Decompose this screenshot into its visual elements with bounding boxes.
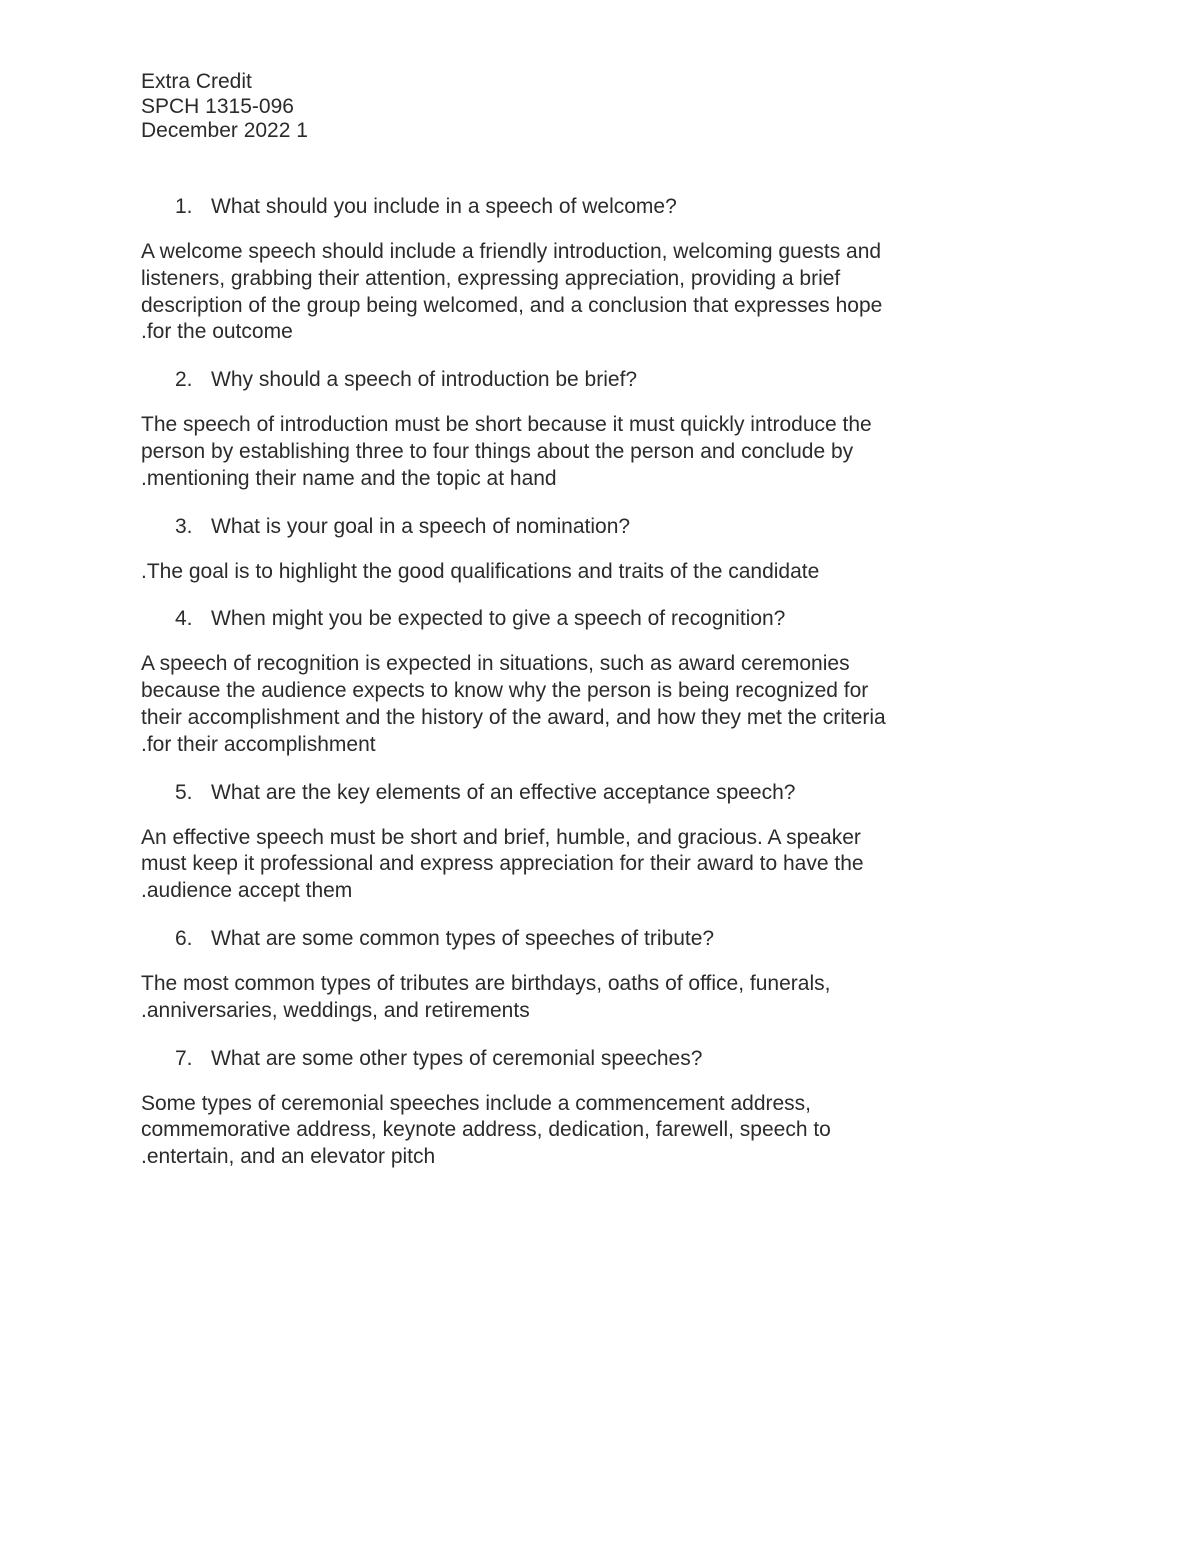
question-number: 5. [175, 780, 193, 804]
answer-line: their accomplishment and the history of the award, and how they met the criteria [141, 705, 886, 729]
question-item [175, 925, 981, 952]
question-text: When might you be expected to give a speech of recognition? [211, 607, 786, 631]
question-number: 6. [175, 926, 193, 950]
question-item [175, 779, 981, 806]
answer-line: description of the group being welcomed, and a conclusion that expresses hope [141, 293, 883, 317]
answer-line: .anniversaries, weddings, and retirements [141, 998, 530, 1022]
answer-line: An effective speech must be short and brief, humble, and gracious. A speaker [141, 825, 861, 849]
answer-line: The speech of introduction must be short because it must quickly introduce the [141, 413, 872, 437]
question-text: Why should a speech of introduction be brief? [211, 368, 638, 392]
question-item [175, 1045, 981, 1072]
answer-line: .The goal is to highlight the good qualifications and traits of the candidate [141, 559, 820, 583]
answer-line: person by establishing three to four things about the person and conclude by [141, 439, 854, 463]
answer-line: Some types of ceremonial speeches include a commencement address, [141, 1091, 812, 1115]
answer-line: .entertain, and an elevator pitch [141, 1145, 436, 1169]
question-text: What is your goal in a speech of nomination? [211, 514, 631, 538]
question-item [175, 605, 981, 632]
answer-line: A speech of recognition is expected in situations, such as award ceremonies [141, 652, 850, 676]
answer-line: .audience accept them [141, 879, 353, 903]
course-code: SPCH 1315-096 [141, 94, 294, 118]
answer-line: commemorative address, keynote address, dedication, farewell, speech to [141, 1118, 831, 1142]
question-number: 3. [175, 514, 193, 538]
question-item [175, 193, 981, 220]
question-text: What are some other types of ceremonial speeches? [211, 1046, 703, 1070]
answer-paragraph [141, 1091, 981, 1171]
question-number: 1. [175, 195, 193, 218]
answer-line: A welcome speech should include a friendly introduction, welcoming guests and [141, 240, 882, 263]
answer-line: .for their accomplishment [141, 732, 376, 756]
assignment-title: Extra Credit [141, 70, 252, 93]
answer-line: listeners, grabbing their attention, expressing appreciation, providing a brief [141, 266, 841, 290]
question-text: What are the key elements of an effective acceptance speech? [211, 780, 796, 804]
answer-paragraph [141, 239, 981, 346]
question-number: 7. [175, 1046, 193, 1070]
question-item [175, 366, 981, 393]
answer-paragraph [141, 412, 981, 492]
answer-line: because the audience expects to know why the person is being recognized for [141, 679, 869, 703]
answer-line: .mentioning their name and the topic at hand [141, 466, 557, 490]
question-number: 4. [175, 607, 193, 631]
question-text: What are some common types of speeches of tribute? [211, 926, 715, 950]
answer-paragraph [141, 651, 981, 758]
question-number: 2. [175, 368, 193, 392]
answer-paragraph [141, 825, 981, 905]
answer-line: must keep it professional and express appreciation for their award to have the [141, 852, 864, 876]
document-date: December 2022 1 [141, 119, 308, 142]
answer-paragraph [141, 971, 981, 1025]
question-answer-list [141, 193, 981, 1191]
answer-line: .for the outcome [141, 320, 293, 344]
answer-paragraph [141, 559, 981, 586]
question-text: What should you include in a speech of welcome? [211, 195, 677, 218]
answer-line: The most common types of tributes are birthdays, oaths of office, funerals, [141, 971, 831, 995]
document-header [141, 70, 308, 144]
question-item [175, 513, 981, 540]
